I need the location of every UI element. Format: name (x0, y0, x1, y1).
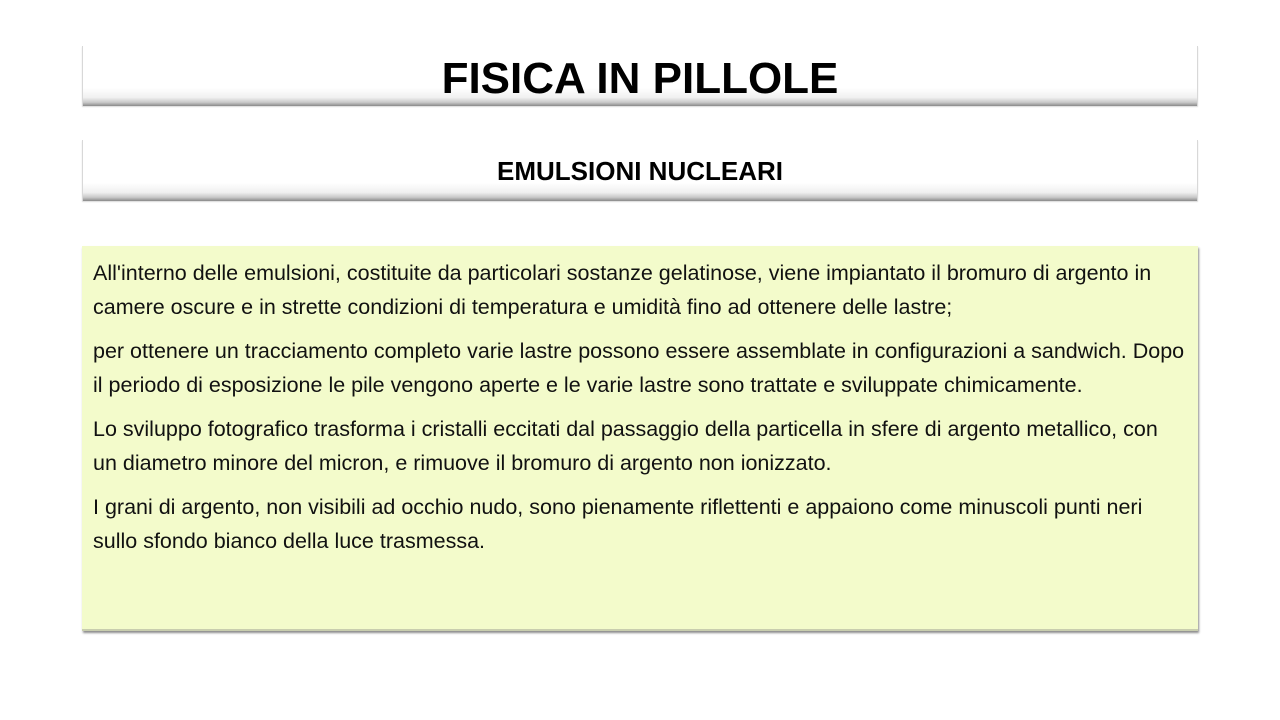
subtitle-banner (82, 140, 1198, 201)
title-banner (82, 46, 1198, 106)
paragraph-3: Lo sviluppo fotografico trasforma i cristalli eccitati dal passaggio della particella in sfere di argento metallico, con un diametro minore del micron, e rimuove il bromuro di argento non ionizzato. (93, 417, 1158, 475)
paragraph-4: I grani di argento, non visibili ad occhio nudo, sono pienamente riflettenti e appaiono come minuscoli punti neri sullo sfondo bianco della luce trasmessa. (93, 495, 1143, 553)
paragraph-1: All'interno delle emulsioni, costituite da particolari sostanze gelatinose, viene impiantato il bromuro di argento in camere oscure e in strette condizioni di temperatura e umidità fino ad ottenere delle lastre; (93, 261, 1152, 319)
content-box (82, 246, 1198, 631)
page-title: FISICA IN PILLOLE (441, 54, 839, 103)
section-title: EMULSIONI NUCLEARI (497, 156, 783, 186)
paragraph-2: per ottenere un tracciamento completo varie lastre possono essere assemblate in configurazioni a sandwich. Dopo il periodo di esposizione le pile vengono aperte e le varie lastre sono trattate e sviluppate chimicamente. (93, 339, 1185, 397)
